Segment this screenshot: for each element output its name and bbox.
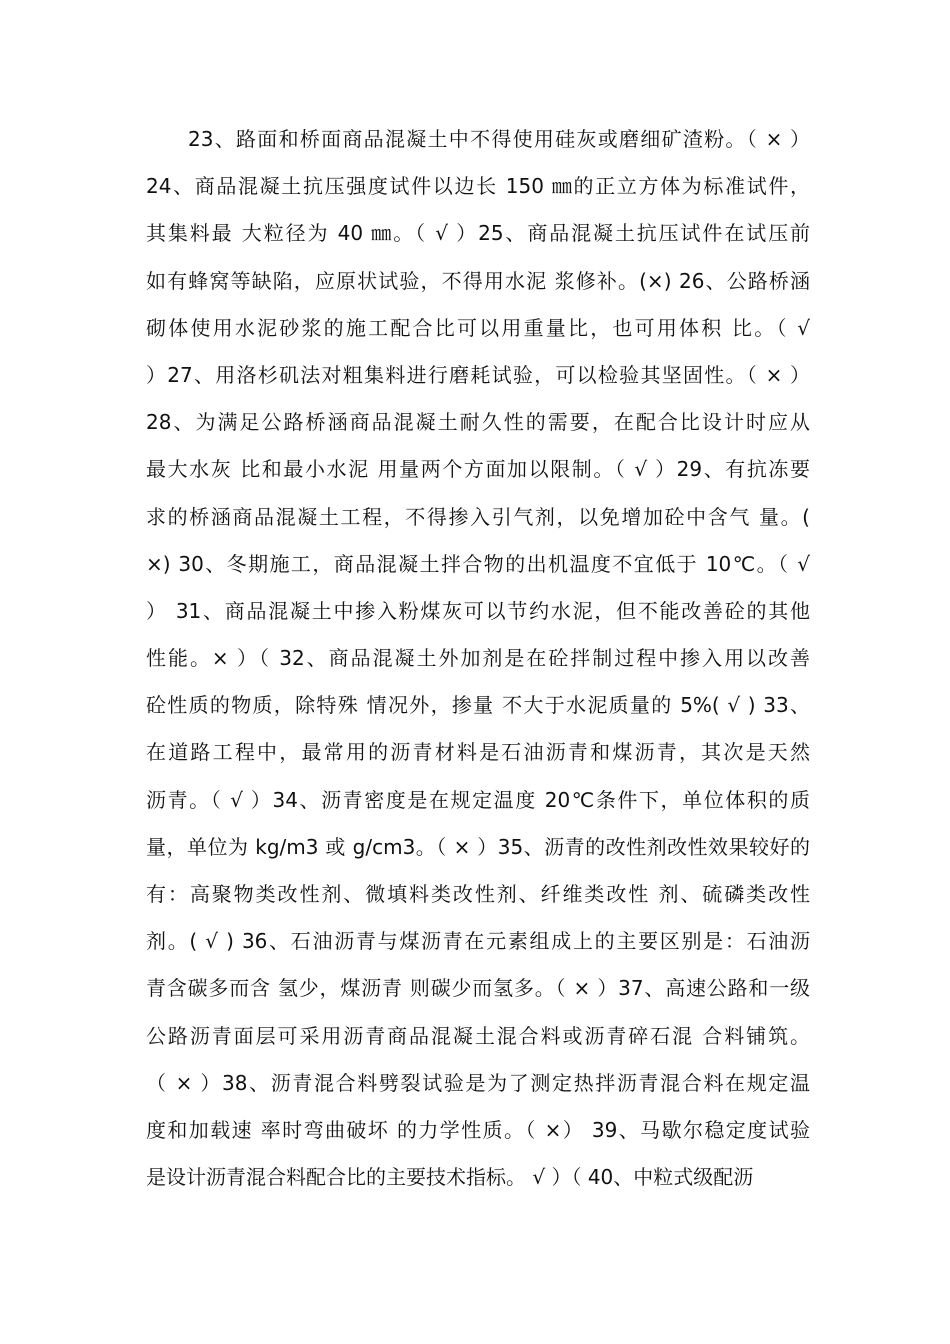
text-line: ×) 30、冬期施工，商品混凝土拌合物的出机温度不宜低于 10℃。（ √ (146, 551, 810, 576)
text-line: 求的桥涵商品混凝土工程，不得掺入引气剂，以免增加砼中含气 量。( (146, 504, 810, 529)
text-line: 最大水灰 比和最小水泥 用量两个方面加以限制。（ √ ）29、有抗冻要 (146, 457, 810, 482)
text-line: ） 31、商品混凝土中掺入粉煤灰可以节约水泥，但不能改善砼的其他 (146, 598, 810, 623)
text-line: 剂。( √ ) 36、石油沥青与煤沥青在元素组成上的主要区别是：石油沥 (146, 929, 810, 954)
text-line: 砌体使用水泥砂浆的施工配合比可以用重量比，也可用体积 比。（ √ (146, 315, 810, 340)
text-line: 28、为满足公路桥涵商品混凝土耐久性的需要，在配合比设计时应从 (146, 410, 810, 435)
text-line: 24、商品混凝土抗压强度试件以边长 150 ㎜的正立方体为标准试件， (146, 174, 810, 199)
text-line: 性能。× ）（ 32、商品混凝土外加剂是在砼拌制过程中掺入用以改善 (146, 646, 810, 671)
text-line: 其集料最 大粒径为 40 ㎜。（ √ ）25、商品混凝土抗压试件在试压前 (146, 221, 810, 246)
text-line: 量，单位为 kg/m3 或 g/cm3。（ × ）35、沥青的改性剂改性效果较好的 (146, 834, 810, 859)
text-line: 在道路工程中，最常用的沥青材料是石油沥青和煤沥青，其次是天然 (146, 740, 810, 765)
text-line: 是设计沥青混合料配合比的主要技术指标。 √ ）（ 40、中粒式级配沥 (146, 1165, 754, 1190)
text-line: 有：高聚物类改性剂、微填料类改性剂、纤维类改性 剂、硫磷类改性 (146, 882, 810, 906)
text-line: 度和加载速 率时弯曲破坏 的力学性质。（ ×） 39、马歇尔稳定度试验 (146, 1117, 810, 1142)
text-line: （ × ）38、沥青混合料劈裂试验是为了测定热拌沥青混合料在规定温 (146, 1070, 810, 1095)
text-line: ）27、用洛杉矶法对粗集料进行磨耗试验，可以检验其坚固性。（ × ） (146, 362, 810, 387)
text-line: 23、路面和桥面商品混凝土中不得使用硅灰或磨细矿渣粉。（ × ） (188, 127, 810, 151)
text-line: 沥青。（ √ ）34、沥青密度是在规定温度 20℃条件下，单位体积的质 (146, 787, 810, 812)
text-line: 砼性质的物质，除特殊 情况外，掺量 不大于水泥质量的 5%( √ ) 33、 (146, 693, 810, 718)
text-line: 如有蜂窝等缺陷，应原状试验，不得用水泥 浆修补。(×) 26、公路桥涵 (146, 268, 810, 293)
document-body (146, 116, 810, 1201)
text-line: 青含碳多而含 氢少，煤沥青 则碳少而氢多。（ × ）37、高速公路和一级 (146, 976, 810, 1001)
text-line: 公路沥青面层可采用沥青商品混凝土混合料或沥青碎石混 合料铺筑。 (146, 1023, 810, 1048)
